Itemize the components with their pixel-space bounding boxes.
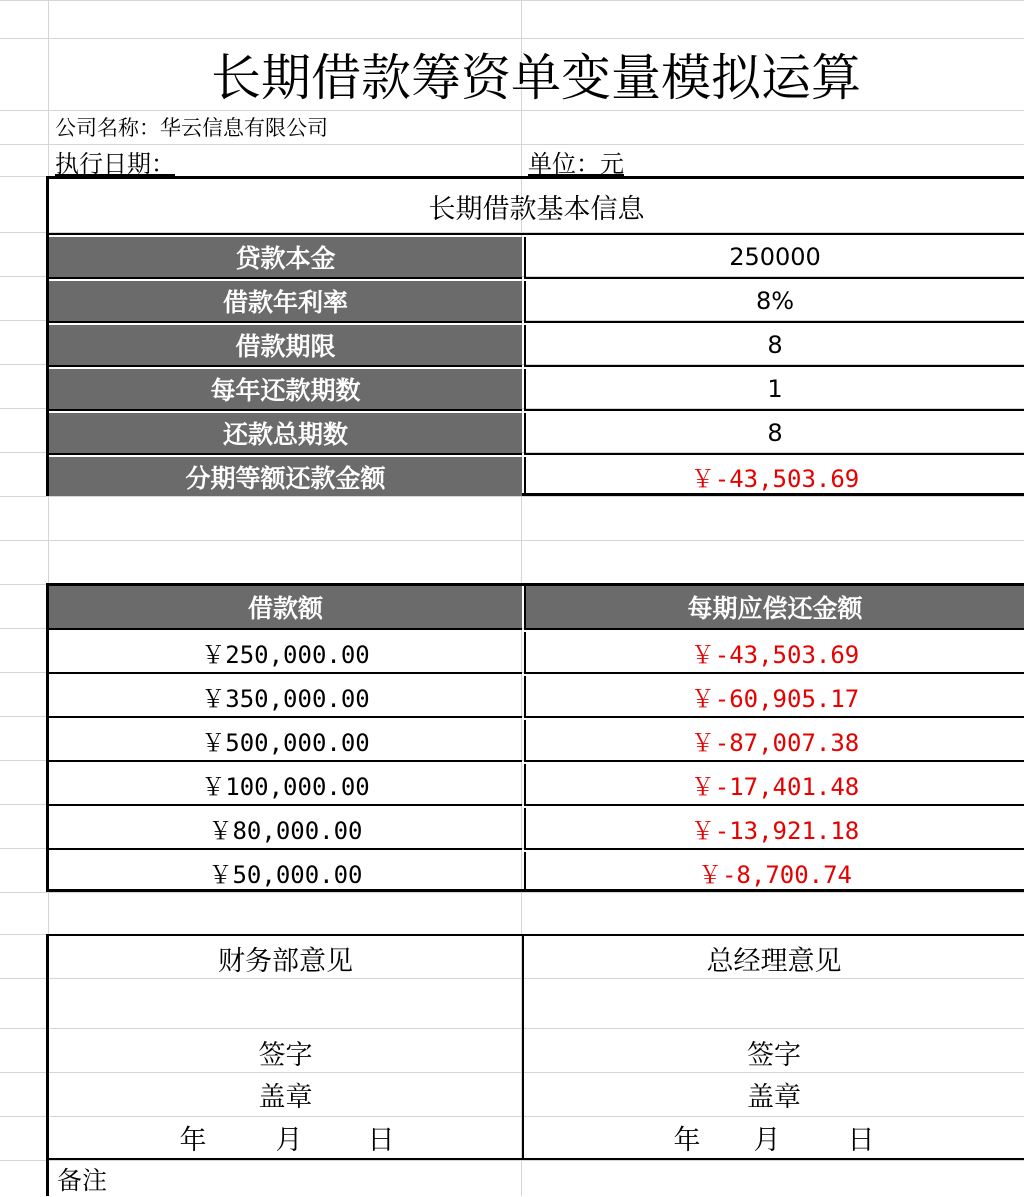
header-payment-per-period: 每期应偿还金额 <box>524 586 1024 630</box>
finance-day-label: 日 <box>367 1124 395 1156</box>
gm-month-label: 月 <box>753 1124 781 1156</box>
gm-opinion-title: 总经理意见 <box>706 945 842 977</box>
gm-sign-label: 签字 <box>747 1039 801 1071</box>
value-loan-principal[interactable]: 250000 <box>524 237 1024 279</box>
value-installment-amount[interactable]: ￥-43,503.69 <box>524 457 1024 496</box>
company-name: 公司名称：华云信息有限公司 <box>55 116 328 140</box>
value-total-periods[interactable]: 8 <box>524 413 1024 455</box>
gm-seal-label: 盖章 <box>747 1081 801 1113</box>
sheet-title: 长期借款筹资单变量模拟运算 <box>211 49 861 107</box>
simulation-table <box>46 583 1024 892</box>
finance-month-label: 月 <box>275 1124 303 1156</box>
table-row-amount[interactable]: ￥350,000.00 <box>49 676 522 718</box>
label-loan-term: 借款期限 <box>49 325 522 367</box>
gm-day-label: 日 <box>847 1124 875 1156</box>
finance-seal-label: 盖章 <box>258 1081 313 1113</box>
table-row-payment[interactable]: ￥-43,503.69 <box>524 632 1024 674</box>
finance-opinion-title: 财务部意见 <box>218 945 353 977</box>
table-row-amount[interactable]: ￥500,000.00 <box>49 720 522 762</box>
basic-info-header: 长期借款基本信息 <box>49 179 1024 235</box>
unit-label: 单位：元 <box>528 149 624 178</box>
finance-sign-label: 签字 <box>258 1039 313 1071</box>
basic-info-table <box>46 176 1024 496</box>
approval-section <box>46 934 1024 1196</box>
table-row-payment[interactable]: ￥-17,401.48 <box>524 764 1024 806</box>
table-row-payment[interactable]: ￥-13,921.18 <box>524 808 1024 850</box>
finance-year-label: 年 <box>179 1124 207 1156</box>
label-total-periods: 还款总期数 <box>49 413 522 455</box>
label-loan-principal: 贷款本金 <box>49 237 522 279</box>
table-row-amount[interactable]: ￥100,000.00 <box>49 764 522 806</box>
table-row-amount[interactable]: ￥50,000.00 <box>208 860 363 889</box>
value-loan-term[interactable]: 8 <box>524 325 1024 367</box>
header-loan-amount: 借款额 <box>49 586 522 630</box>
remark-label: 备注 <box>57 1166 108 1195</box>
table-row-payment[interactable]: ￥-87,007.38 <box>524 720 1024 762</box>
table-row-payment[interactable]: ￥-8,700.74 <box>524 852 1024 892</box>
remark-divider <box>49 1158 1024 1160</box>
label-installment-amount: 分期等额还款金额 <box>49 457 522 496</box>
exec-date-label: 执行日期： <box>55 149 175 178</box>
label-annual-rate: 借款年利率 <box>49 281 522 323</box>
table-row-amount[interactable]: ￥80,000.00 <box>49 808 522 850</box>
label-payments-per-year: 每年还款期数 <box>49 369 522 411</box>
table-row-payment[interactable]: ￥-60,905.17 <box>524 676 1024 718</box>
value-payments-per-year[interactable]: 1 <box>524 369 1024 411</box>
value-annual-rate[interactable]: 8% <box>524 281 1024 323</box>
gm-year-label: 年 <box>673 1124 701 1156</box>
table-row-amount[interactable]: ￥250,000.00 <box>49 632 522 674</box>
